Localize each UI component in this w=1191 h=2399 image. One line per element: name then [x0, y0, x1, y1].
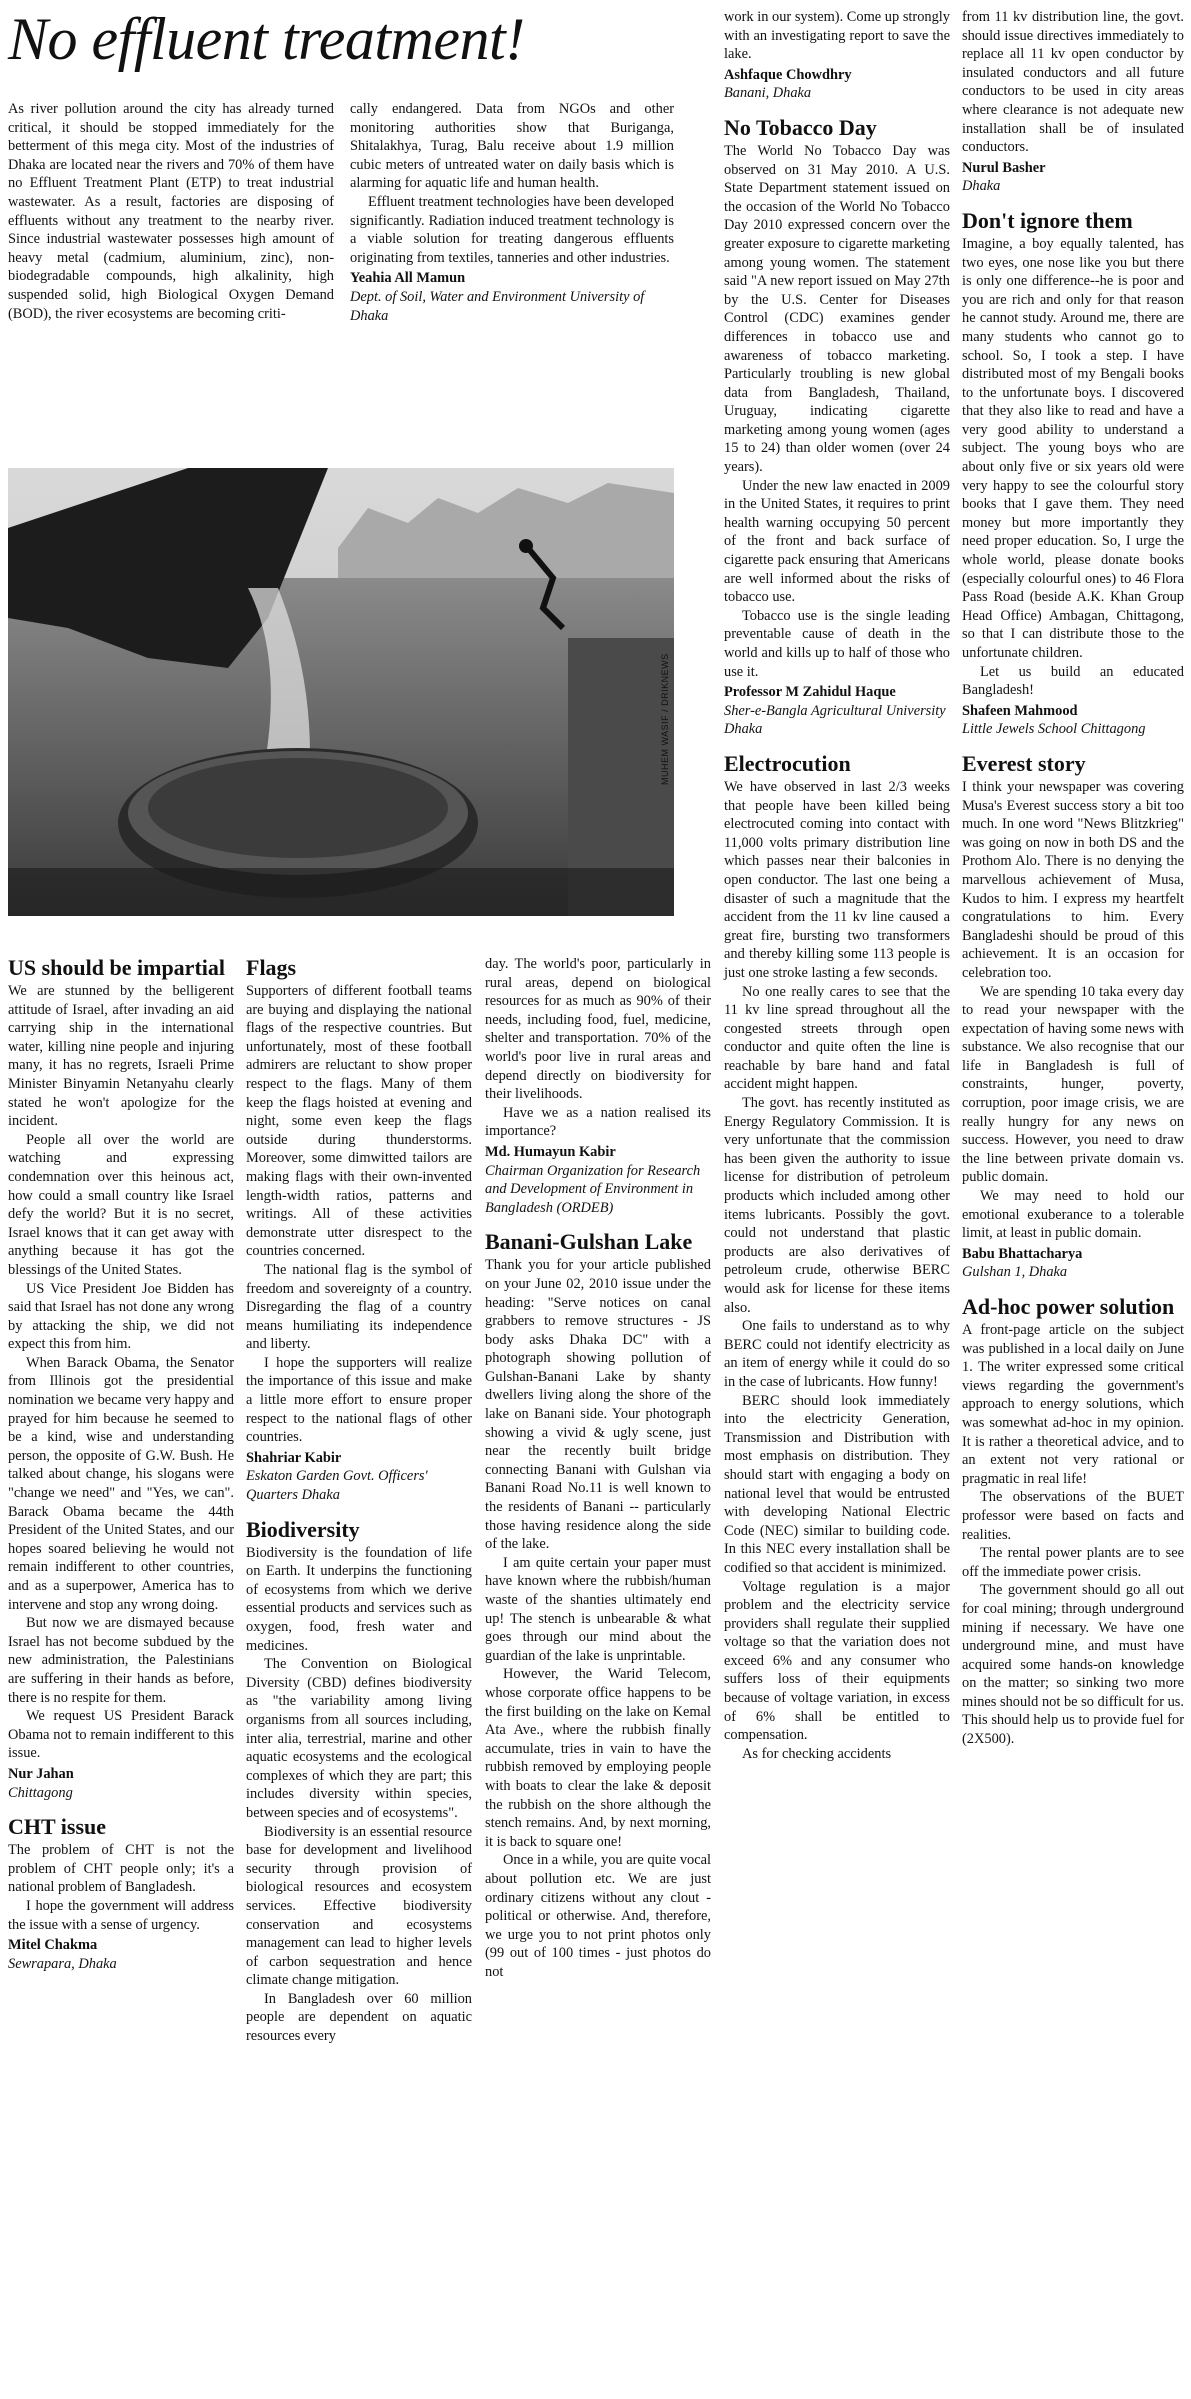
letter-paragraph: But now we are dismayed because Israel has not become subdued by the new administration, the Palestinians are suffering in their hands as before, there is no respite for them.	[8, 1615, 234, 1706]
letter-paragraph: The government should go all out for coal mining; through underground mining if necessary. We have one underground mine, and must have acquired some hands-on knowledge on the matter; so sinking two more mines should not be so difficult for us. This should help us to provide fuel for (2X500).	[962, 1582, 1184, 1748]
letter-paragraph: BERC should look immediately into the electricity Generation, Transmission and Distribution with most emphasis on distribution. They should start with engaging a body on national level that would be entrusted with developing National Electric Code (NEC) similar to building code. In this NEC every installation shall be codified so that accident is minimized.	[724, 1392, 950, 1576]
article-paragraph: As river pollution around the city has already turned critical, it should be stopped immediately for the betterment of this mega city. Most of the industries of Dhaka are located near the rivers and 70% of them have no Effluent Treatment Plant (ETP) to treat industrial wastewater. As a result, factories are disposing of effluents without any treatment to the nearby river. Since industrial wastewater possesses high amount of heavy metal (cadmium, aluminium, zinc), non-biodegradable compounds, high alkalinity, high suspended solid, high Biological Oxygen Demand (BOD), the river ecosystems are becoming criti-	[8, 101, 334, 322]
author-name: Shahriar Kabir	[246, 1449, 342, 1466]
author-affiliation: Eskaton Garden Govt. Officers' Quarters Dhaka	[246, 1468, 428, 1504]
letters-column-3	[485, 955, 711, 1981]
letter-paragraph: We are stunned by the belligerent attitude of Israel, after invading an aid carrying ship in the international water, killing nine people and injuring many, it has no regrets, Israeli Prime Minister Binyamin Netanyahu clearly stated he won't apologize for the incident.	[8, 983, 234, 1130]
letter-paragraph: One fails to understand as to why BERC could not identify electricity as an item of energy while it could do so in the case of lubricants. How funny!	[724, 1318, 950, 1390]
letter-paragraph: Voltage regulation is a major problem and the electricity service providers shall regulate their supplied voltage so that the variation does not exceed 6% and any consumer who suffers loss of their equipments because of voltage variation, in excess of 6% shall be entitled to compensation.	[724, 1578, 950, 1744]
author-name: Nurul Basher	[962, 159, 1046, 176]
letter-paragraph: The Convention on Biological Diversity (CBD) defines biodiversity as "the variability among living organisms from all sources including, inter alia, terrestrial, marine and other aquatic ecosystems and the ecological complexes of which they are part; this includes diversity within species, between species and of ecosystems".	[246, 1656, 472, 1821]
author-name: Shafeen Mahmood	[962, 702, 1078, 719]
author-name: Mitel Chakma	[8, 1937, 98, 1954]
letter-paragraph: The World No Tobacco Day was observed on 31 May 2010. A U.S. State Department statement issued on the occasion of the World No Tobacco Day 2010 expressed concern over the greater exposure to cigarette marketing among young women. The statement said "A new report issued on May 27th by the U.S. Center for Diseases Control (CDC) examines gender differences in tobacco use and awareness of tobacco marketing. Particularly troubling is new global data from Bangladesh, Thailand, Uruguay, indicating cigarette marketing among young women (ages 15 to 24) than older women (over 24 years).	[724, 142, 950, 476]
letter-paragraph: In Bangladesh over 60 million people are dependent on aquatic resources every	[246, 1990, 472, 2045]
letter-title: Don't ignore them	[962, 207, 1133, 233]
letter-title: US should be impartial	[8, 955, 225, 980]
author-affiliation: Sher-e-Bangla Agricultural University Dhaka	[724, 702, 946, 738]
author-affiliation: Banani, Dhaka	[724, 85, 812, 102]
letter-paragraph: US Vice President Joe Bidden has said that Israel has not done any wrong by attacking the ship, we did not expect this from him.	[8, 1280, 234, 1353]
author-affiliation: Chittagong	[8, 1784, 73, 1801]
letters-column-5	[962, 8, 1184, 1749]
letter-paragraph: Biodiversity is the foundation of life on Earth. It underpins the functioning of ecosystems from which we derive essential products and services such as oxygen, food, fresh water and medicines.	[246, 1544, 472, 1654]
letter-paragraph: work in our system). Come up strongly with an investigating report to save the lake.	[724, 9, 950, 63]
letter-paragraph: I hope the supporters will realize the importance of this issue and make a little more effort to ensure proper respect to the national flags of other countries.	[246, 1354, 472, 1446]
letter-paragraph: Under the new law enacted in 2009 in the United States, it requires to print health warning occupying 50 percent of the front and back surface of cigarette pack ensuring that Americans are well informed about the risks of tobacco use.	[724, 477, 950, 606]
letter-paragraph: I am quite certain your paper must have known where the rubbish/human waste of the shanties ultimately end up! The stench is unbearable & what goes through our mind about the guardian of the lake is unprintable.	[485, 1554, 711, 1664]
letter-paragraph: People all over the world are watching and expressing condemnation over this heinous act, how could a small country like Israel defy the world? But it is no secret, Israel knows that it can get away with anything because it has got the blessings of the United States.	[8, 1131, 234, 1278]
letter-paragraph: The observations of the BUET professor were based on facts and realities.	[962, 1489, 1184, 1543]
author-affiliation: Chairman Organization for Research and Development of Environment in Bangladesh (ORDEB)	[485, 1162, 701, 1216]
article-paragraph: Effluent treatment technologies have been developed significantly. Radiation induced treatment technology is a viable solution for treating dangerous effluents originating from textiles, tanneries and other industries.	[350, 193, 674, 266]
author-affiliation: Little Jewels School Chittagong	[962, 721, 1146, 738]
author-name: Babu Bhattacharya	[962, 1245, 1083, 1262]
author-name: Md. Humayun Kabir	[485, 1143, 616, 1160]
letter-paragraph: The rental power plants are to see off the immediate power crisis.	[962, 1545, 1184, 1580]
letter-paragraph: Have we as a nation realised its importance?	[485, 1104, 711, 1140]
effluent-column-2	[350, 100, 674, 325]
letter-paragraph: Thank you for your article published on your June 02, 2010 issue under the heading: "Serve notices on canal grabbers to remove structures - JS body asks Dhaka DC" with a photograph showing pollution of Gulshan-Banani Lake by shanty dwellers living along the shore of the lake on Banani side. Your photograph showing a vivid & ugly scene, just near the recently built bridge connecting Banani with Gulshan via Banani Road No.11 is well known to the residents of Banani -- particularly those having residence along the side of the lake.	[485, 1257, 711, 1553]
letter-paragraph: I hope the government will address the issue with a sense of urgency.	[8, 1897, 234, 1933]
letter-paragraph: We request US President Barack Obama not to remain indifferent to this issue.	[8, 1708, 234, 1762]
letter-paragraph: Let us build an educated Bangladesh!	[962, 663, 1184, 699]
article-paragraph: cally endangered. Data from NGOs and other monitoring authorities show that Buriganga, Shitalakhya, Turag, Balu receive about 1.9 million cubic meters of untreated water on daily basis which is alarming for aquatic life and human health.	[350, 101, 674, 192]
letter-paragraph: As for checking accidents	[742, 1745, 892, 1762]
letter-paragraph: I think your newspaper was covering Musa's Everest success story a bit too much. In one word "News Blitzkrieg" was going on now in both DS and the Prothom Alo. There is no denying the marvellous achievement of Musa, Kudos to him. I express my heartfelt congratulations to him. Every Bangladeshi should be proud of this achievement. It is an occasion for celebration too.	[962, 778, 1184, 981]
letter-paragraph: A front-page article on the subject was published in a local daily on June 1. The writer expressed some critical views regarding the government's approach to energy solutions, which was somewhat ad-hoc in my opinion. It is rather a theoretical advice, and to an extent not very rational or pragmatic in real life!	[962, 1322, 1184, 1487]
letters-column-1	[8, 955, 234, 1973]
letter-title: Electrocution	[724, 750, 851, 776]
letter-paragraph: No one really cares to see that the 11 kv line spread throughout all the congested streets through open conductor and quite often the line is reachable by bare hand and fatal accident might happen.	[724, 983, 950, 1093]
page-headline: No effluent treatment!	[8, 6, 525, 72]
letter-paragraph: Tobacco use is the single leading preventable cause of death in the world and kills up to half of those who use it.	[724, 607, 950, 680]
letter-title: Flags	[246, 955, 297, 980]
letter-paragraph: We have observed in last 2/3 weeks that people have been killed being electrocuted coming into contact with 11,000 volts primary distribution line which passes near their balconies in open conductor. The last one being a disaster of such a magnitude that the accident from the 11 kv line caused a great fire, bursting two transformers and thereby killing some 113 people is just one stroke lasting a few seconds.	[724, 778, 950, 981]
letter-title: Everest story	[962, 750, 1086, 776]
photo-credit: MUHEM WASIF / DRIKNEWS	[660, 653, 670, 785]
letter-title: Banani-Gulshan Lake	[485, 1229, 693, 1255]
letter-paragraph: The national flag is the symbol of freedom and sovereignty of a country. Disregarding the flag of a country means humiliating its independence and liberty.	[246, 1261, 472, 1353]
author-name: Nur Jahan	[8, 1765, 74, 1782]
author-affiliation: Gulshan 1, Dhaka	[962, 1264, 1068, 1281]
author-name: Ashfaque Chowdhry	[724, 66, 852, 83]
river-photo	[8, 468, 674, 916]
author-affiliation: Sewrapara, Dhaka	[8, 1955, 117, 1972]
letter-paragraph: Once in a while, you are quite vocal about pollution etc. We are just ordinary citizens without any clout - political or otherwise. And, therefore, we urge you to not print photos only (99 out of 100 times - just photos do not	[485, 1852, 711, 1980]
letter-paragraph: When Barack Obama, the Senator from Illinois got the presidential nomination we became very happy and prayed for him because he seemed to be a kind, wise and understanding person, the opposite of G.W. Bush. He talked about change, his slogans were "change we need" and "Yes, we can". Barack Obama became the 44th President of the United States, and our hopes soared believing he would not remain indifferent to other countries, and as a superpower, America has to intervene and stop any wrong doing.	[8, 1354, 234, 1613]
letter-paragraph: We are spending 10 taka every day to read your newspaper with the expectation of having some news with substance. We also recognise that our life in Bangladesh is full of constraints, hunger, poverty, corruption, poor image crisis, we are really hungry for any news on success. However, you need to draw the line between private domain vs. public domain.	[962, 983, 1184, 1186]
letter-title: No Tobacco Day	[724, 114, 877, 140]
author-affiliation: Dept. of Soil, Water and Environment University of Dhaka	[350, 288, 645, 324]
letter-paragraph: The govt. has recently instituted as Energy Regulatory Commission. It is very unfortunate that the commission has been given the authority to issue license for distribution of petroleum products which included among other items lubricants. Possibly the govt. could not understand that plastic products are also derivatives of petroleum crude, otherwise BERC would ask for license for these items also.	[724, 1095, 950, 1316]
letter-paragraph: We may need to hold our emotional exuberance to a tolerable limit, at least in public domain.	[962, 1188, 1184, 1242]
author-affiliation: Dhaka	[962, 178, 1001, 195]
letter-paragraph: Imagine, a boy equally talented, has two eyes, one nose like you but there is only one difference--he is poor and you are rich and only for that reason he cannot study. Around me, there are many students who cannot go to school. So, I took a step. I have distributed most of my Bengali books to the unfortunate boys. I discovered that they also like to read and have a very good ability to understand a subject. The young boys who are about only five or six years old were very happy to see the colourful story books that I gave them. They need money but more importantly they need proper education. So, I urge the whole world, please donate books (especially colourful ones) to 46 Flora Pass Road (beside A.K. Khan Group Head Office) Ambagan, Chittagong, so that I can distribute those to the unfortunate children.	[962, 235, 1184, 661]
letter-title: CHT issue	[8, 1814, 107, 1840]
effluent-column-1	[8, 100, 334, 323]
letter-paragraph: Supporters of different football teams are buying and displaying the national flags of the respective countries. But unfortunately, most of these football admirers are reluctant to show proper respect to the flags. Many of them keep the flags hoisted at evening and night, some even keep the flags outside during thunderstorms. Moreover, some dimwitted tailors are making flags with their own-invented length-width ratios, patterns and writings. All of these activities demonstrate utter disrespect to the countries concerned.	[246, 983, 472, 1260]
river-photo-illustration	[8, 468, 674, 916]
author-name: Yeahia All Mamun	[350, 270, 466, 287]
letters-column-4	[724, 8, 950, 1763]
letter-paragraph: However, the Warid Telecom, whose corporate office happens to be the first building on the lake on Kemal Ata Ave., where the rubbish finally accumulate, tries in vain to have the rubbish removed by employing people with boats to clear the lake & deposit the rubbish on the shore although the stench remains. And, by next morning, it is back to square one!	[485, 1666, 711, 1850]
letter-title: Biodiversity	[246, 1516, 360, 1542]
letters-column-2	[246, 955, 472, 2046]
letter-paragraph: Biodiversity is an essential resource base for development and livelihood security through provision of biological resources and ecosystem services. Effective biodiversity conservation and ecosystems management can lead to higher levels of carbon sequestration and hence climate change mitigation.	[246, 1823, 472, 1989]
letter-paragraph: The problem of CHT is not the problem of CHT people only; it's a national problem of Bangladesh.	[8, 1842, 234, 1896]
letter-paragraph: day. The world's poor, particularly in rural areas, depend on biological resources for as much as 90% of their needs, including food, fuel, medicine, shelter and transportation. 70% of the world's poor live in rural areas and depend directly on biodiversity for their livelihoods.	[485, 956, 711, 1103]
author-name: Professor M Zahidul Haque	[724, 684, 896, 701]
letter-title: Ad-hoc power solution	[962, 1294, 1175, 1319]
letter-paragraph: from 11 kv distribution line, the govt. should issue directives immediately to replace all 11 kv open conductor by insulated conductors and all future conductors to be used in city areas where clearance is not adequate new installation shall be of insulated conductors.	[962, 9, 1184, 156]
